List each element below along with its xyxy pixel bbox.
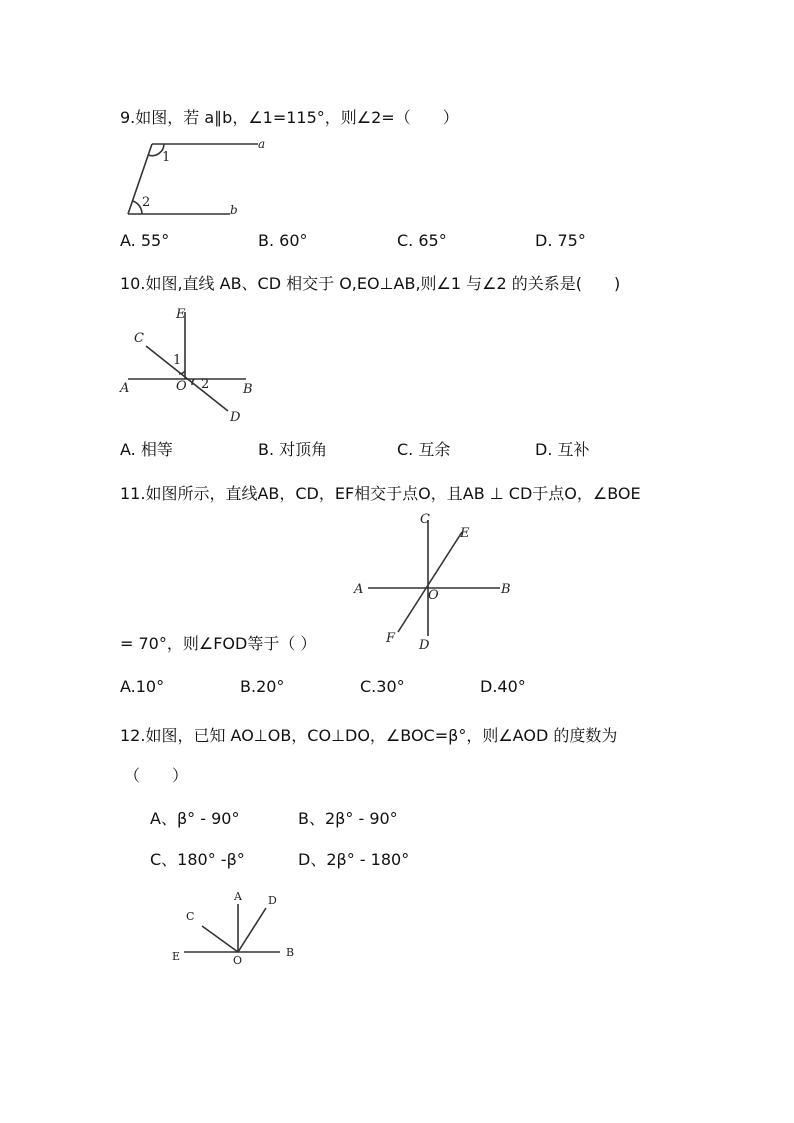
q9-angle2-arc [133,201,142,214]
q10-label-a: A [120,381,130,396]
q10-label-o: O [176,379,187,394]
q12-stem-line2: （ ） [124,766,189,785]
q9-option-d: D. 75° [535,231,586,250]
q11-option-c: C.30° [360,677,405,696]
q11-option-a: A.10° [120,677,165,696]
q11-label-e: E [460,526,470,541]
q9-option-b: B. 60° [258,231,308,250]
q12-option-c: C、180° -β° [150,850,245,869]
q12-stem-line1: 12.如图，已知 AO⊥OB，CO⊥DO，∠BOC=β°，则∠AOD 的度数为 [120,726,618,745]
q11-option-d: D.40° [480,677,526,696]
q11-label-o: O [428,588,439,603]
q12-label-a: A [234,890,242,903]
q12-line-oc [202,926,238,952]
q12-option-d: D、2β° - 180° [298,850,410,869]
q12-label-b: B [286,946,295,959]
q9-stem: 9.如图，若 a∥b，∠1=115°，则∠2=（ ） [120,108,459,127]
q10-stem: 10.如图,直线 AB、CD 相交于 O,EO⊥AB,则∠1 与∠2 的关系是( ) [120,274,621,293]
q11-figure [350,510,515,652]
q12-option-a: A、β° - 90° [150,809,240,828]
q11-label-b: B [501,582,511,597]
q11-option-b: B.20° [240,677,285,696]
q10-label-d: D [230,410,241,425]
q11-line-ef [398,532,462,632]
q10-figure [118,306,258,424]
q10-label-2: 2 [201,377,210,392]
q9-option-a: A. 55° [120,231,170,250]
q9-figure [120,136,270,218]
q12-option-b: B、2β° - 90° [298,809,398,828]
q11-label-a: A [354,582,364,597]
q12-figure [168,886,308,968]
q10-label-b: B [243,382,253,397]
q9-label-2: 2 [142,195,151,210]
q11-stem-line1: 11.如图所示，直线AB，CD，EF相交于点O，且AB ⊥ CD于点O，∠BOE [120,484,641,503]
q10-option-a: A. 相等 [120,440,173,459]
q12-line-od [238,908,266,952]
q10-option-c: C. 互余 [397,440,451,459]
q9-label-1: 1 [162,150,171,165]
q10-label-c: C [134,331,144,346]
q9-label-b: b [230,203,238,217]
q11-stem-line2: = 70°，则∠FOD等于（ ） [120,634,317,653]
q12-label-c: C [186,910,195,923]
q10-option-d: D. 互补 [535,440,590,459]
q9-option-c: C. 65° [397,231,447,250]
q10-label-1: 1 [173,353,182,368]
q12-label-e: E [172,950,181,963]
q11-label-d: D [419,638,430,653]
q9-label-a: a [258,137,266,151]
q10-option-b: B. 对顶角 [258,440,328,459]
q12-label-o: O [233,954,243,967]
q11-label-f: F [386,631,396,646]
q11-label-c: C [420,512,430,527]
q12-label-d: D [268,894,277,907]
q10-label-e: E [176,307,186,322]
